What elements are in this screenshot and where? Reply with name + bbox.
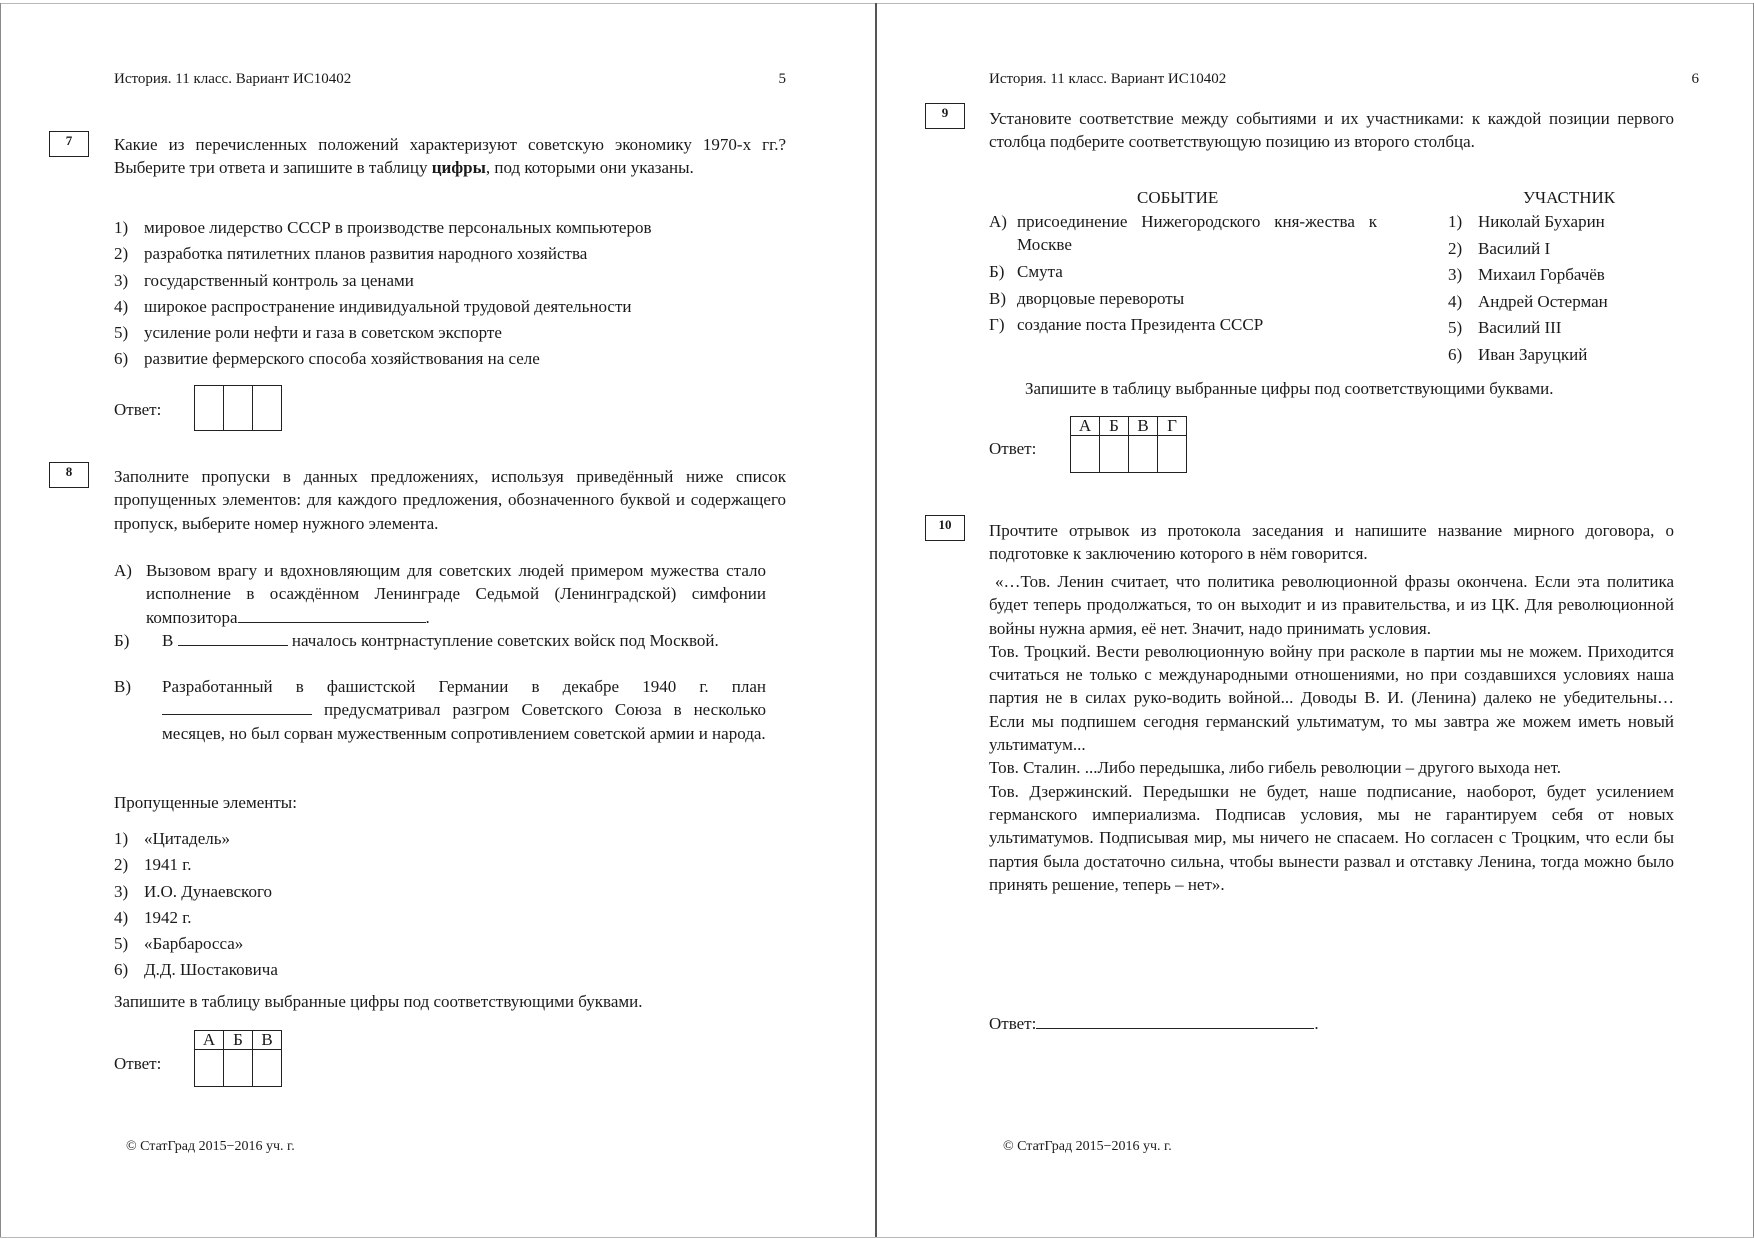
participant-item bbox=[1448, 343, 1587, 366]
right-page bbox=[877, 0, 1754, 1239]
answer-column-header: Г bbox=[1158, 417, 1187, 436]
answer-column-header: В bbox=[1129, 417, 1158, 436]
list-item bbox=[114, 269, 652, 295]
instruction-text: Запишите в таблицу выбранные цифры под соответствующими буквами. bbox=[114, 992, 643, 1011]
answer-label: Ответ: bbox=[989, 439, 1037, 458]
list-item bbox=[114, 906, 278, 932]
item-text-part: . bbox=[425, 607, 430, 627]
participants-column-title: УЧАСТНИК bbox=[1523, 188, 1616, 207]
elements-title: Пропущенные элементы: bbox=[114, 793, 297, 812]
question-7-options bbox=[114, 216, 652, 374]
answer-table-q7 bbox=[194, 385, 282, 431]
question-number-box: 7 bbox=[49, 131, 89, 157]
page-header: История. 11 класс. Вариант ИС10402 bbox=[989, 71, 1227, 87]
event-letter: В) bbox=[989, 289, 1006, 308]
fill-item-b bbox=[114, 629, 766, 676]
element-number: 3) bbox=[114, 881, 129, 901]
item-letter: В) bbox=[114, 677, 131, 696]
protocol-paragraph: «…Тов. Ленин считает, что политика революционной фразы окончена. Если эта политика будет теперь продолжаться, то он выходит и из правительства, и из ЦК. Для революционной войны нужна армия, её нет. Значит, надо принимать условия. bbox=[989, 572, 1674, 638]
participant-item bbox=[1448, 316, 1561, 339]
question-number-box: 10 bbox=[925, 515, 965, 541]
option-text: мировое лидерство СССР в производстве персональных компьютеров bbox=[144, 218, 652, 237]
participant-number: 4) bbox=[1448, 292, 1463, 311]
item-text-part: Вызовом врагу и вдохновляющим для советских людей примером мужества стало исполнение в осаждённом Ленинграде Седьмой (Ленинградской) симфонии композитора bbox=[146, 561, 766, 627]
list-item bbox=[114, 827, 278, 853]
answer-blank[interactable] bbox=[1036, 1013, 1314, 1029]
item-text-part: началось контрнаступление советских войск под Москвой. bbox=[291, 631, 719, 650]
answer-cell[interactable] bbox=[195, 386, 224, 431]
answer-table-q8 bbox=[194, 1030, 282, 1087]
answer-blank[interactable] bbox=[178, 630, 288, 646]
answer-blank[interactable] bbox=[162, 699, 312, 715]
element-text: 1941 г. bbox=[144, 855, 192, 875]
question-8-text: Заполните пропуски в данных предложениях, используя приведённый ниже список пропущенных элементов: для каждого предложения, обозначенного буквой и содержащего пропуск, выберите номер нужного элемента. bbox=[114, 467, 786, 533]
element-text: И.О. Дунаевского bbox=[144, 881, 273, 901]
event-letter: Г) bbox=[989, 315, 1005, 334]
element-number: 2) bbox=[114, 855, 129, 875]
option-number: 6) bbox=[114, 349, 129, 369]
item-letter: Б) bbox=[114, 631, 130, 650]
participant-number: 2) bbox=[1448, 239, 1463, 258]
list-item bbox=[114, 932, 278, 958]
question-10-text: Прочтите отрывок из протокола заседания и напишите название мирного договора, о подготовке к заключению которого в нём говорится. bbox=[989, 521, 1674, 564]
participant-number: 3) bbox=[1448, 265, 1463, 284]
answer-cell[interactable] bbox=[224, 386, 253, 431]
protocol-paragraph: Тов. Дзержинский. Передышки не будет, наше подписание, наоборот, будет усилением германского империализма. Подписав условия, мы не гарантируем себя от новых ультиматумов. Подписывая мир, мы ничего не спасаем. Но согласен с Троцким, что если бы партия была достаточно сильна, чтобы вынести развал и отставку Ленина, тогда можно было принять решение, теперь – нет». bbox=[989, 781, 1674, 894]
list-item bbox=[114, 216, 652, 242]
answer-column-header: Б bbox=[1100, 417, 1129, 436]
fill-item-a bbox=[114, 559, 766, 629]
events-column-title: СОБЫТИЕ bbox=[1137, 188, 1219, 207]
list-item bbox=[114, 242, 652, 268]
list-item bbox=[114, 880, 278, 906]
answer-cell[interactable] bbox=[1071, 436, 1100, 473]
answer-cell[interactable] bbox=[195, 1050, 224, 1087]
event-item bbox=[989, 210, 1379, 258]
instruction-text: Запишите в таблицу выбранные цифры под соответствующими буквами. bbox=[1025, 379, 1554, 398]
page-footer: © СтатГрад 2015−2016 уч. г. bbox=[1003, 1139, 1172, 1154]
question-number-box: 8 bbox=[49, 462, 89, 488]
question-7-text bbox=[114, 133, 786, 180]
protocol-excerpt bbox=[989, 570, 1674, 896]
participant-item bbox=[1448, 290, 1608, 313]
element-text: Д.Д. Шостаковича bbox=[144, 960, 278, 980]
event-text: создание поста Президента СССР bbox=[1017, 315, 1264, 334]
element-text: «Цитадель» bbox=[144, 829, 230, 848]
participant-text: Андрей Остерман bbox=[1478, 292, 1608, 311]
missing-elements-list bbox=[114, 827, 278, 985]
list-item bbox=[114, 958, 278, 984]
question-number-box: 9 bbox=[925, 103, 965, 129]
answer-cell[interactable] bbox=[1100, 436, 1129, 473]
item-text-part: Разработанный в фашистской Германии в декабре 1940 г. план bbox=[162, 677, 766, 696]
question-7-bold-word: цифры bbox=[431, 158, 486, 178]
answer-label: Ответ: bbox=[989, 1014, 1037, 1033]
participant-number: 5) bbox=[1448, 318, 1463, 337]
participant-item bbox=[1448, 237, 1550, 260]
protocol-paragraph: Тов. Сталин. ...Либо передышка, либо гибель революции – другого выхода нет. bbox=[989, 758, 1561, 778]
answer-column-header: Б bbox=[224, 1031, 253, 1050]
list-item bbox=[114, 295, 652, 321]
participant-text: Михаил Горбачёв bbox=[1478, 265, 1605, 284]
question-7-text-part: , под которыми они указаны. bbox=[485, 158, 694, 178]
event-letter: Б) bbox=[989, 262, 1005, 281]
option-text: государственный контроль за ценами bbox=[144, 270, 414, 290]
page-footer: © СтатГрад 2015−2016 уч. г. bbox=[126, 1139, 295, 1154]
answer-cell[interactable] bbox=[224, 1050, 253, 1087]
answer-column-header: А bbox=[195, 1031, 224, 1050]
item-text bbox=[162, 675, 766, 745]
option-number: 5) bbox=[114, 323, 129, 343]
option-text: развитие фермерского способа хозяйствования на селе bbox=[144, 349, 540, 369]
page-number: 5 bbox=[778, 71, 786, 87]
answer-cell[interactable] bbox=[253, 1050, 282, 1087]
participant-item bbox=[1448, 210, 1605, 233]
participant-text: Николай Бухарин bbox=[1478, 212, 1605, 231]
answer-label: Ответ: bbox=[114, 1054, 162, 1073]
event-letter: А) bbox=[989, 212, 1007, 231]
participant-text: Василий III bbox=[1478, 318, 1562, 337]
protocol-paragraph: Тов. Троцкий. Вести революционную войну при расколе в партии мы не можем. Приходится считаться не только с международными отношениями, но при создавшихся условиях наша партия не в силах руко-водить войной... Доводы В. И. (Ленина) далеко не убедительны… Если мы подпишем сегодня германский ультиматум, то мы завтра же можем иметь новый ультиматум... bbox=[989, 641, 1674, 755]
participant-text: Василий I bbox=[1478, 239, 1551, 258]
page-header: История. 11 класс. Вариант ИС10402 bbox=[114, 71, 352, 87]
element-number: 4) bbox=[114, 907, 129, 927]
option-text: разработка пятилетних планов развития народного хозяйства bbox=[144, 244, 588, 264]
item-text-part: В bbox=[162, 631, 174, 650]
page-number: 6 bbox=[1691, 71, 1699, 87]
answer-end-dot: . bbox=[1314, 1014, 1319, 1033]
element-text: «Барбаросса» bbox=[144, 934, 244, 954]
answer-label: Ответ: bbox=[114, 400, 162, 419]
item-text-part: предусматривал разгром Советского Союза в несколько месяцев, но был сорван мужественным сопротивлением советской армии и народа. bbox=[162, 700, 766, 743]
item-text bbox=[162, 629, 766, 652]
page-edge-left bbox=[0, 3, 1, 1237]
answer-line-row bbox=[989, 1012, 1319, 1035]
participant-text: Иван Заруцкий bbox=[1478, 345, 1588, 364]
element-number: 5) bbox=[114, 934, 129, 954]
participant-number: 1) bbox=[1448, 212, 1463, 231]
item-text bbox=[146, 559, 766, 629]
list-item bbox=[114, 347, 652, 373]
participant-item bbox=[1448, 263, 1605, 286]
answer-table-q9 bbox=[1070, 416, 1187, 473]
element-number: 6) bbox=[114, 960, 129, 980]
option-text: усиление роли нефти и газа в советском экспорте bbox=[144, 323, 502, 343]
answer-cell[interactable] bbox=[1158, 436, 1187, 473]
event-text: дворцовые перевороты bbox=[1017, 289, 1185, 308]
answer-column-header: А bbox=[1071, 417, 1100, 436]
fill-item-v bbox=[114, 675, 766, 770]
element-text: 1942 г. bbox=[144, 907, 192, 927]
option-number: 1) bbox=[114, 218, 129, 237]
list-item bbox=[114, 321, 652, 347]
event-item bbox=[989, 313, 1379, 337]
element-number: 1) bbox=[114, 829, 129, 848]
option-text: широкое распространение индивидуальной трудовой деятельности bbox=[144, 296, 632, 316]
option-number: 2) bbox=[114, 244, 129, 264]
question-7-text-part: Какие из перечисленных положений характеризуют советскую экономику 1970-х гг.? Выберите три ответа и запишите в таблицу bbox=[114, 135, 786, 178]
answer-cell[interactable] bbox=[1129, 436, 1158, 473]
option-number: 4) bbox=[114, 296, 129, 316]
event-item bbox=[989, 287, 1379, 311]
participant-number: 6) bbox=[1448, 345, 1463, 364]
event-text: присоединение Нижегородского кня-жества к Москве bbox=[1017, 212, 1377, 255]
item-letter: А) bbox=[114, 561, 132, 580]
option-number: 3) bbox=[114, 270, 129, 290]
answer-cell[interactable] bbox=[253, 386, 282, 431]
event-text: Смута bbox=[1017, 262, 1063, 281]
answer-blank[interactable] bbox=[238, 607, 426, 623]
event-item bbox=[989, 260, 1379, 284]
question-9-text: Установите соответствие между событиями и их участниками: к каждой позиции первого столбца подберите соответствующую позицию из второго столбца. bbox=[989, 109, 1674, 152]
answer-column-header: В bbox=[253, 1031, 282, 1050]
list-item bbox=[114, 853, 278, 879]
